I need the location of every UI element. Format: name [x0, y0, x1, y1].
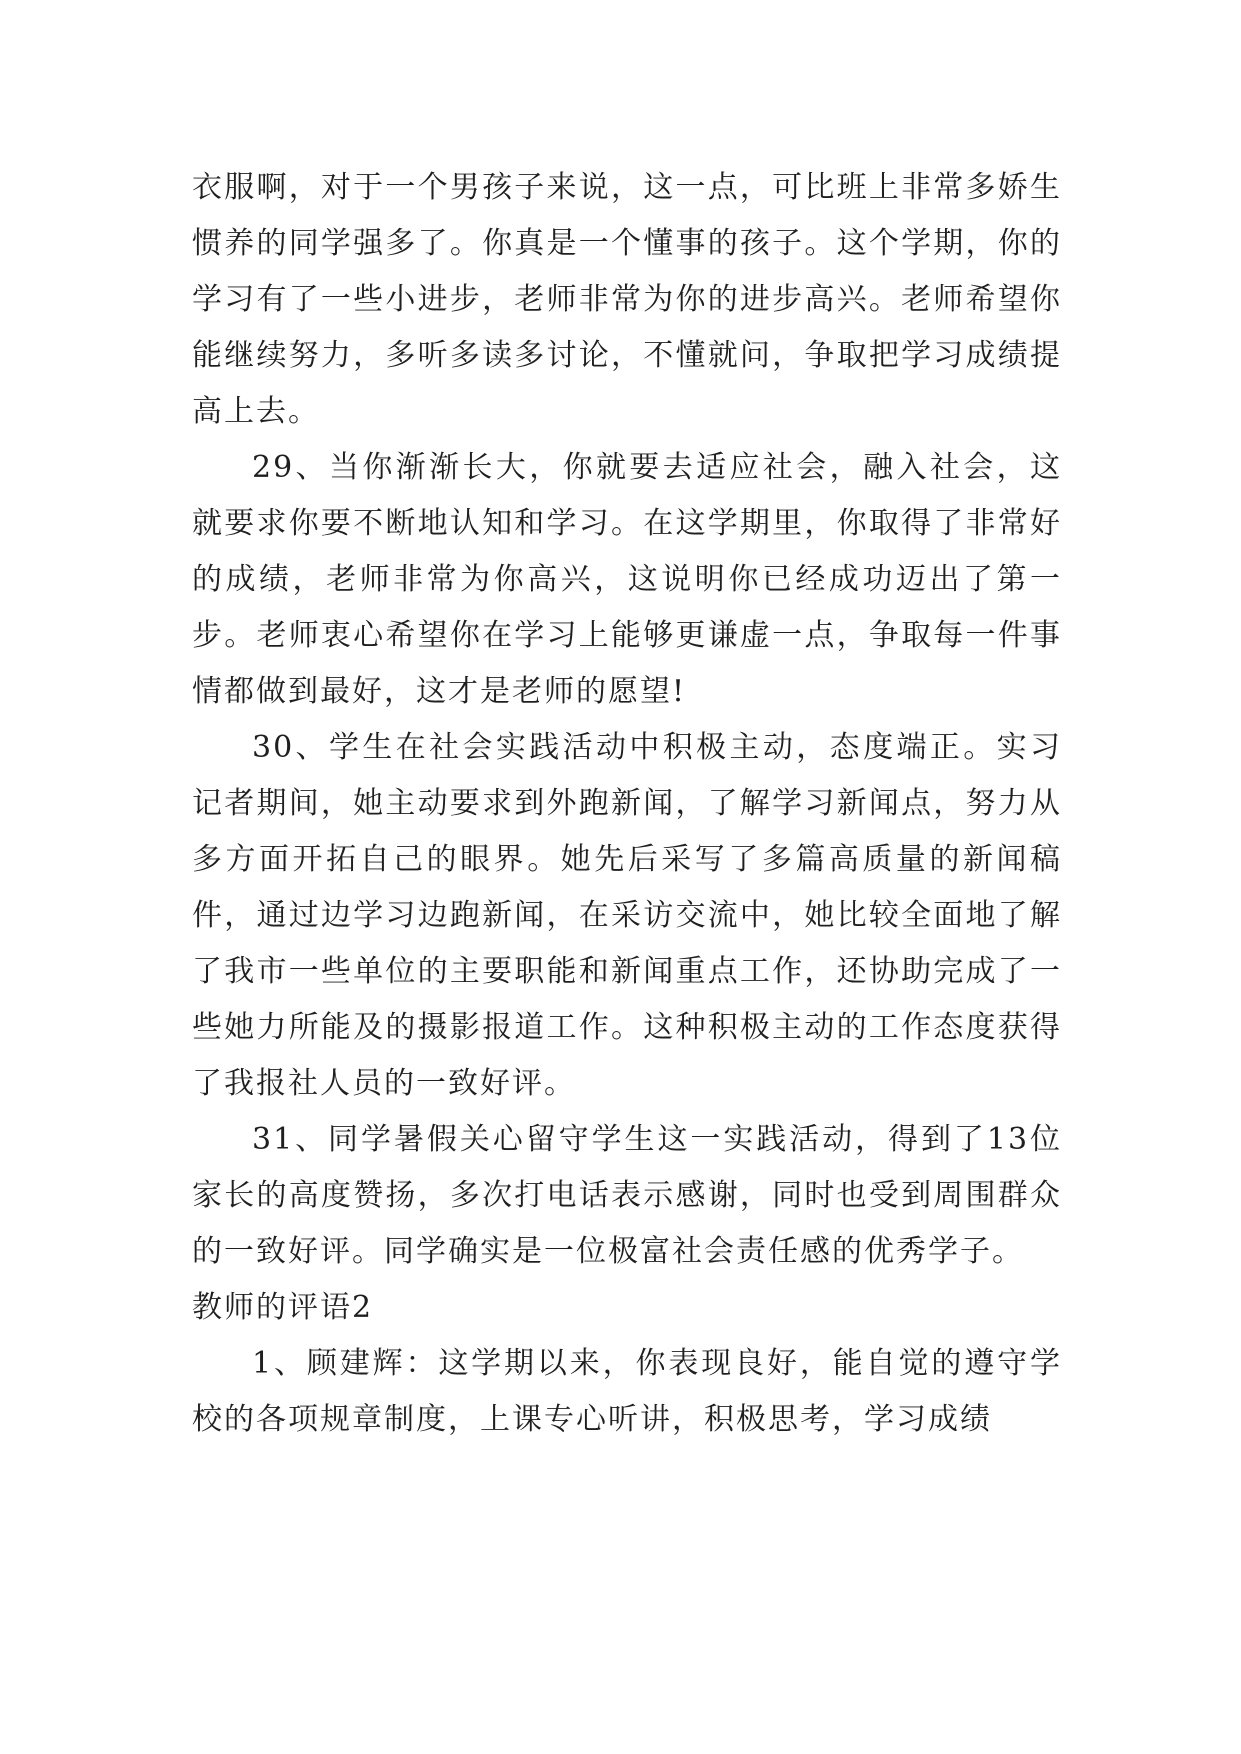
document-body: [192, 160, 1062, 1448]
paragraph-item-29: 29、当你渐渐长大，你就要去适应社会，融入社会，这就要求你要不断地认知和学习。在这学期里，你取得了非常好的成绩，老师非常为你高兴，这说明你已经成功迈出了第一步。老师衷心希望你在学习上能够更谦虚一点，争取每一件事情都做到最好，这才是老师的愿望!: [192, 450, 1062, 709]
paragraph-continuation: 衣服啊，对于一个男孩子来说，这一点，可比班上非常多娇生惯养的同学强多了。你真是一个懂事的孩子。这个学期，你的学习有了一些小进步，老师非常为你的进步高兴。老师希望你能继续努力，多听多读多讨论，不懂就问，争取把学习成绩提高上去。: [192, 170, 1062, 429]
section-heading: 教师的评语2: [192, 1290, 374, 1325]
paragraph-item-30: 30、学生在社会实践活动中积极主动，态度端正。实习记者期间，她主动要求到外跑新闻，了解学习新闻点，努力从多方面开拓自己的眼界。她先后采写了多篇高质量的新闻稿件，通过边学习边跑新闻，在采访交流中，她比较全面地了解了我市一些单位的主要职能和新闻重点工作，还协助完成了一些她力所能及的摄影报道工作。这种积极主动的工作态度获得了我报社人员的一致好评。: [192, 730, 1062, 1101]
paragraph-item-1: 1、顾建辉：这学期以来，你表现良好，能自觉的遵守学校的各项规章制度，上课专心听讲，积极思考，学习成绩: [192, 1346, 1062, 1437]
paragraph-item-31: 31、同学暑假关心留守学生这一实践活动，得到了13位家长的高度赞扬，多次打电话表示感谢，同时也受到周围群众的一致好评。同学确实是一位极富社会责任感的优秀学子。: [192, 1122, 1062, 1269]
